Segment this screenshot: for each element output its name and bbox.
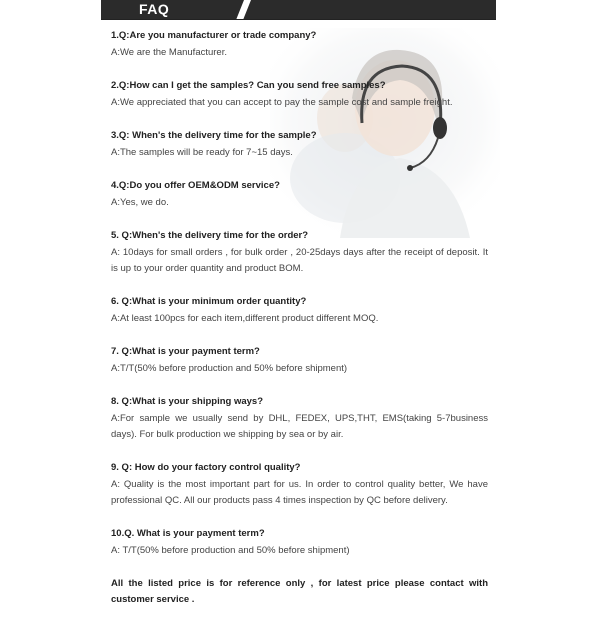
faq-answer: A:We appreciated that you can accept to pay the sample cost and sample freight. xyxy=(111,97,453,108)
faq-item-2 xyxy=(111,78,488,111)
faq-answer: A: 10days for small orders , for bulk order , 20-25days days after the receipt of deposit. It is up to your order quantity and product BOM. xyxy=(111,247,488,274)
faq-question: 4.Q:Do you offer OEM&ODM service? xyxy=(111,180,280,191)
faq-question: 2.Q:How can I get the samples? Can you send free samples? xyxy=(111,80,386,91)
faq-question: 5. Q:When's the delivery time for the order? xyxy=(111,230,309,241)
faq-answer: A:We are the Manufacturer. xyxy=(111,47,227,58)
faq-item-9 xyxy=(111,460,488,509)
faq-item-8 xyxy=(111,394,488,443)
faq-question: 8. Q:What is your shipping ways? xyxy=(111,396,264,407)
faq-list xyxy=(111,28,488,618)
faq-question: 3.Q: When's the delivery time for the sample? xyxy=(111,130,317,141)
faq-header xyxy=(101,0,496,20)
faq-question: 10.Q. What is your payment term? xyxy=(111,528,265,539)
faq-item-7 xyxy=(111,344,488,377)
faq-item-10 xyxy=(111,526,488,559)
faq-question: 1.Q:Are you manufacturer or trade company? xyxy=(111,30,317,41)
faq-item-6 xyxy=(111,294,488,327)
faq-answer: A:T/T(50% before production and 50% before shipment) xyxy=(111,363,348,374)
faq-item-4 xyxy=(111,178,488,211)
faq-item-5 xyxy=(111,228,488,277)
price-disclaimer: All the listed price is for reference only , for latest price please contact with customer service . xyxy=(111,578,488,605)
faq-answer: A: Quality is the most important part for us. In order to control quality better, We have professional QC. All our products pass 4 times inspection by QC before delivery. xyxy=(111,479,488,506)
faq-answer: A:The samples will be ready for 7~15 days. xyxy=(111,147,293,158)
faq-answer: A:For sample we usually send by DHL, FEDEX, UPS,THT, EMS(taking 5-7business days). For bulk production we shipping by sea or by air. xyxy=(111,413,488,440)
faq-item-3 xyxy=(111,128,488,161)
faq-answer: A: T/T(50% before production and 50% before shipment) xyxy=(111,545,350,556)
faq-answer: A:At least 100pcs for each item,different product different MOQ. xyxy=(111,313,379,324)
faq-question: 9. Q: How do your factory control quality? xyxy=(111,462,301,473)
page-title: FAQ xyxy=(139,1,170,17)
faq-question: 6. Q:What is your minimum order quantity? xyxy=(111,296,307,307)
faq-item-1 xyxy=(111,28,488,61)
faq-answer: A:Yes, we do. xyxy=(111,197,169,208)
faq-question: 7. Q:What is your payment term? xyxy=(111,346,260,357)
